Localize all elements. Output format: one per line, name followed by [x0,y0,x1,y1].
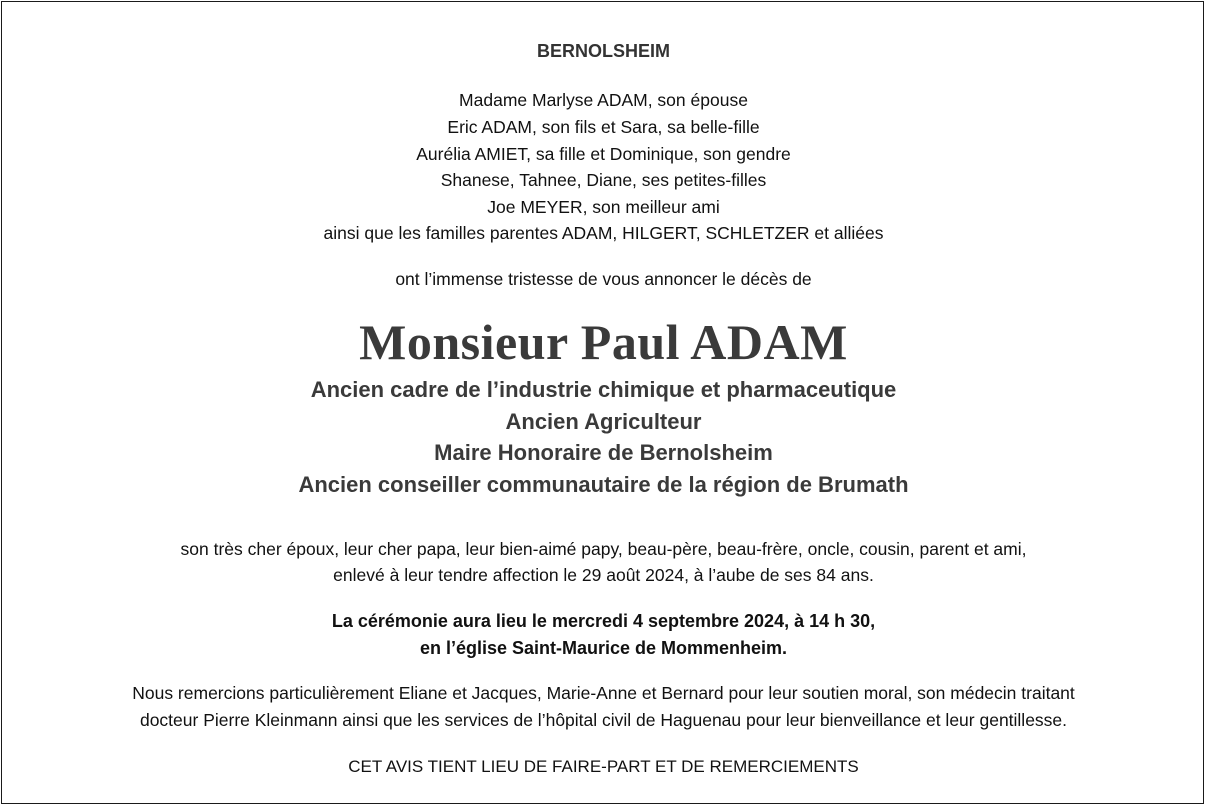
thanks-line: Nous remercions particulièrement Eliane et Jacques, Marie-Anne et Bernard pour leur soutien moral, son médecin traitant [132,683,1075,703]
ceremony-line: La cérémonie aura lieu le mercredi 4 septembre 2024, à 14 h 30, [331,611,876,631]
deceased-title: Ancien conseiller communautaire de la région de Brumath [298,472,909,497]
description-line: enlevé à leur tendre affection le 29 août 2024, à l’aube de ses 84 ans. [333,565,874,585]
deceased-title: Ancien cadre de l’industrie chimique et pharmaceutique [310,377,897,402]
family-line: Aurélia AMIET, sa fille et Dominique, son gendre [416,144,791,164]
ceremony-line: en l’église Saint-Maurice de Mommenheim. [419,638,788,658]
announcement-text: ont l’immense tristesse de vous annoncer le décès de [395,269,812,289]
deceased-title: Ancien Agriculteur [505,409,702,434]
family-line: Eric ADAM, son fils et Sara, sa belle-fille [447,117,760,137]
thanks-line: docteur Pierre Kleinmann ainsi que les services de l’hôpital civil de Haguenau pour leur bienveillance et leur gentillesse. [139,710,1068,730]
family-line: Madame Marlyse ADAM, son épouse [459,90,748,110]
deceased-title: Maire Honoraire de Bernolsheim [434,440,773,465]
family-line: Joe MEYER, son meilleur ami [487,197,720,217]
footer-text: CET AVIS TIENT LIEU DE FAIRE-PART ET DE REMERCIEMENTS [348,757,859,776]
description-line: son très cher époux, leur cher papa, leur bien-aimé papy, beau-père, beau-frère, oncle, cousin, parent et ami, [180,539,1027,559]
family-line: Shanese, Tahnee, Diane, ses petites-filles [440,170,767,190]
town-heading: BERNOLSHEIM [536,41,670,61]
family-line: ainsi que les familles parentes ADAM, HILGERT, SCHLETZER et alliées [323,223,884,243]
deceased-name: Monsieur Paul ADAM [359,314,848,370]
